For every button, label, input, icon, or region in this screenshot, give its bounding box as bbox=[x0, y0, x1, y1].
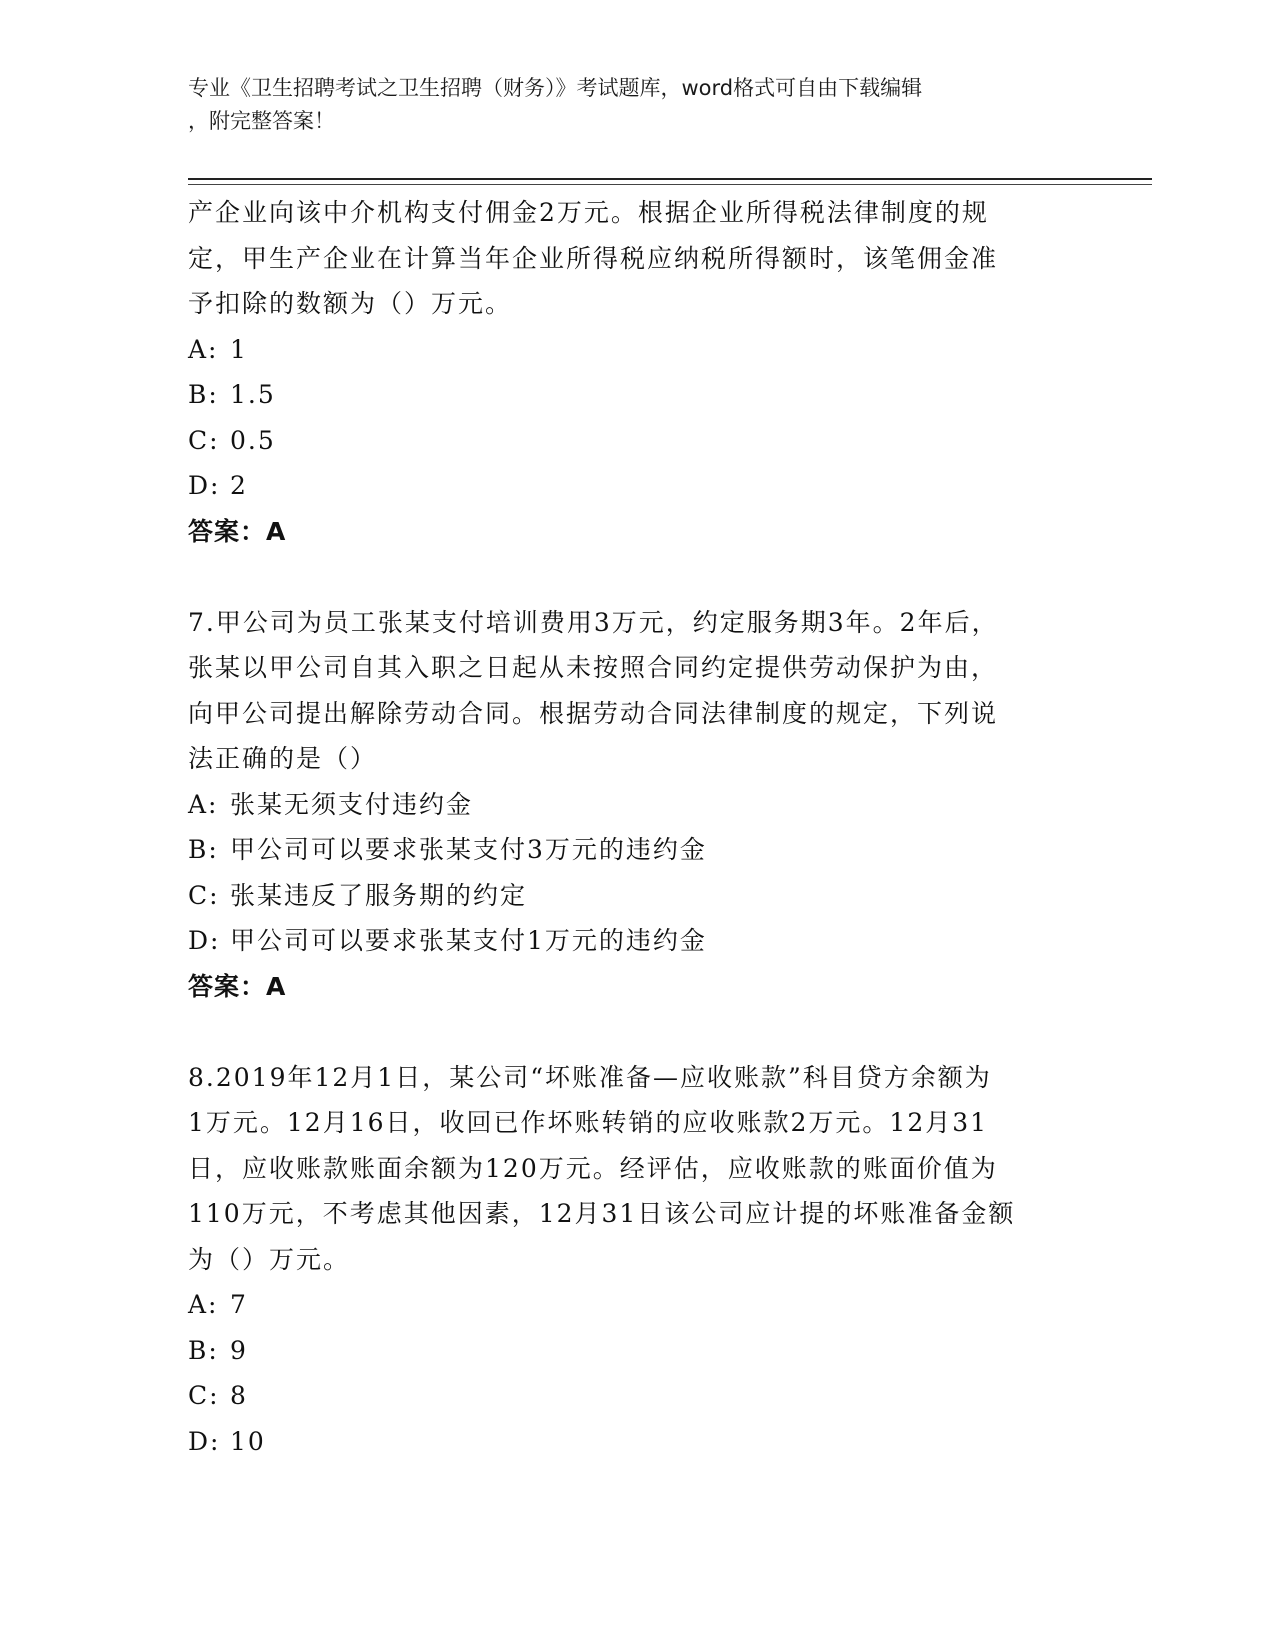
question-7-line-2: 张某以甲公司自其入职之日起从未按照合同约定提供劳动保护为由， bbox=[188, 653, 999, 682]
question-6-line-3: 予扣除的数额为（）万元。 bbox=[188, 289, 513, 318]
question-6-line-2: 定，甲生产企业在计算当年企业所得税应纳税所得额时，该笔佣金准 bbox=[188, 243, 999, 273]
option-text: 甲公司可以要求张某支付1万元的违约金 bbox=[230, 926, 707, 955]
question-7-option-a bbox=[188, 782, 1088, 828]
spacer bbox=[188, 554, 1088, 600]
question-8-line-5: 为（）万元。 bbox=[188, 1244, 351, 1274]
option-letter: A: bbox=[188, 789, 219, 819]
option-text: 1.5 bbox=[230, 380, 276, 409]
question-6 bbox=[188, 190, 1088, 554]
option-letter: D: bbox=[188, 1426, 221, 1456]
option-letter: C: bbox=[188, 425, 220, 455]
header-divider-thin bbox=[188, 184, 1152, 185]
option-text: 7 bbox=[230, 1290, 248, 1319]
question-7-option-b bbox=[188, 827, 1088, 873]
option-text: 甲公司可以要求张某支付3万元的违约金 bbox=[230, 835, 707, 864]
question-8-line-2: 1万元。12月16日，收回已作坏账转销的应收账款2万元。12月31 bbox=[188, 1108, 989, 1137]
header-divider-thick bbox=[188, 178, 1152, 180]
option-text: 9 bbox=[230, 1335, 248, 1365]
header-line-2: ，附完整答案！ bbox=[188, 109, 335, 133]
question-8-option-d bbox=[188, 1419, 1088, 1465]
question-7 bbox=[188, 600, 1088, 1010]
option-letter: B: bbox=[188, 380, 219, 409]
option-text: 0.5 bbox=[230, 425, 276, 455]
question-6-answer: 答案：A bbox=[188, 516, 287, 546]
question-8 bbox=[188, 1055, 1088, 1465]
option-text: 2 bbox=[230, 471, 248, 500]
option-letter: D: bbox=[188, 926, 221, 955]
option-letter: B: bbox=[188, 835, 219, 864]
question-6-option-a bbox=[188, 327, 1088, 373]
spacer bbox=[188, 1009, 1088, 1055]
question-7-line-3: 向甲公司提出解除劳动合同。根据劳动合同法律制度的规定，下列说 bbox=[188, 698, 999, 728]
option-letter: A: bbox=[188, 1290, 219, 1319]
question-8-line-4: 110万元，不考虑其他因素，12月31日该公司应计提的坏账准备金额 bbox=[188, 1199, 1016, 1228]
question-7-answer: 答案：A bbox=[188, 971, 287, 1001]
option-text: 1 bbox=[230, 334, 248, 364]
option-text: 张某违反了服务期的约定 bbox=[230, 880, 528, 910]
header-line-1: 专业《卫生招聘考试之卫生招聘（财务）》考试题库，word格式可自由下载编辑 bbox=[188, 76, 923, 100]
option-letter: C: bbox=[188, 880, 220, 910]
option-text: 张某无须支付违约金 bbox=[230, 789, 474, 819]
question-6-option-c bbox=[188, 418, 1088, 464]
question-7-option-c bbox=[188, 873, 1088, 919]
page-header bbox=[188, 72, 1068, 138]
option-text: 8 bbox=[230, 1381, 248, 1410]
option-text: 10 bbox=[230, 1426, 266, 1456]
option-letter: C: bbox=[188, 1381, 220, 1410]
question-8-line-1: 8.2019年12月1日，某公司“坏账准备—应收账款”科目贷方余额为 bbox=[188, 1062, 992, 1092]
question-8-option-c bbox=[188, 1373, 1088, 1419]
option-letter: B: bbox=[188, 1335, 219, 1365]
question-8-line-3: 日，应收账款账面余额为120万元。经评估，应收账款的账面价值为 bbox=[188, 1153, 998, 1183]
question-6-option-b bbox=[188, 372, 1088, 418]
document-body bbox=[188, 190, 1088, 1464]
option-letter: D: bbox=[188, 471, 221, 500]
question-7-line-4: 法正确的是（） bbox=[188, 744, 378, 773]
question-7-line-1: 7.甲公司为员工张某支付培训费用3万元，约定服务期3年。2年后， bbox=[188, 607, 999, 637]
question-6-line-1: 产企业向该中介机构支付佣金2万元。根据企业所得税法律制度的规 bbox=[188, 198, 989, 227]
question-8-option-b bbox=[188, 1328, 1088, 1374]
question-8-option-a bbox=[188, 1282, 1088, 1328]
question-6-option-d bbox=[188, 463, 1088, 509]
option-letter: A: bbox=[188, 334, 219, 364]
question-7-option-d bbox=[188, 918, 1088, 964]
